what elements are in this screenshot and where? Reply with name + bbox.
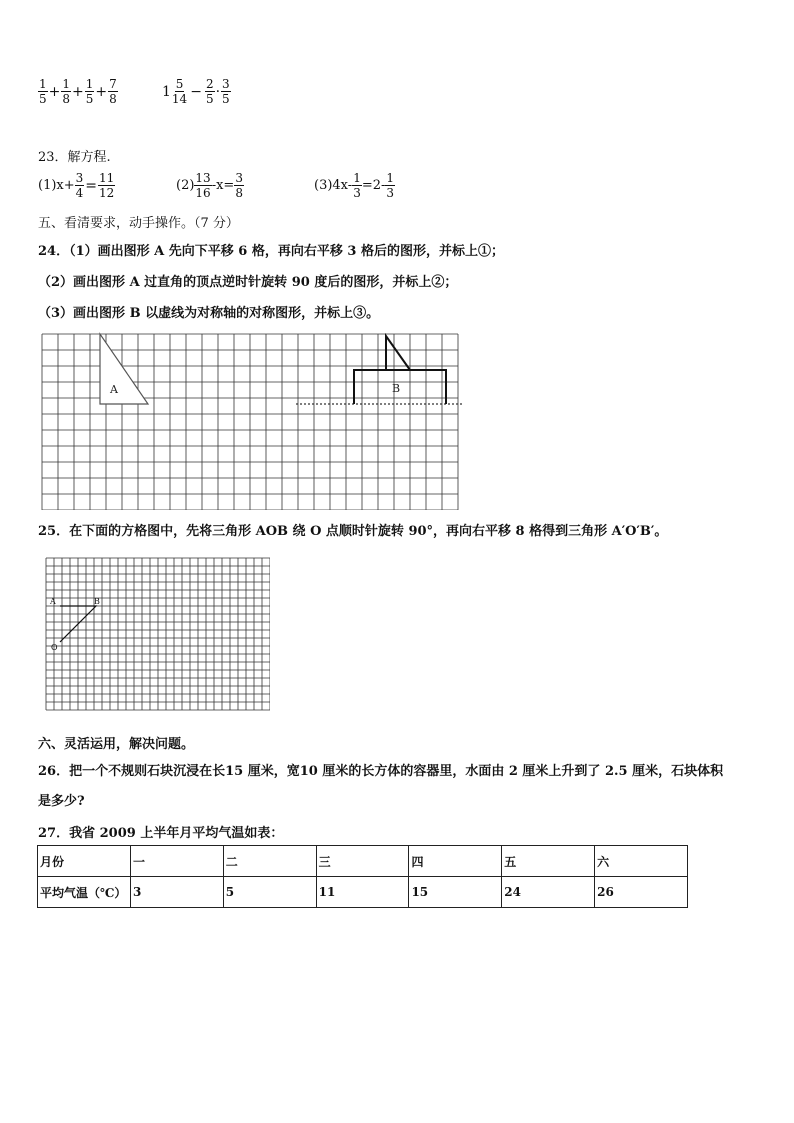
eq-prefix: (1)x+ [38, 178, 75, 193]
section6-title: 六、灵活运用，解决问题。 [38, 737, 195, 752]
q24-line-1: 24．（1）画出图形 A 先向下平移 6 格，再向右平移 3 格后的图形，并标上①； [38, 244, 505, 259]
mixed-whole: 1 [162, 83, 171, 100]
operator: · [215, 83, 221, 100]
temp-cell: 11 [316, 877, 409, 908]
q26-line-1: 26．把一个不规则石块沉浸在长15 厘米，宽10 厘米的长方体的容器里，水面由 2 厘米上升到了 2.5 厘米，石块体积 [38, 764, 724, 779]
month-cell: 五 [502, 846, 595, 877]
equals: = [85, 177, 98, 194]
fraction: $\frac{2}{5}$ [205, 77, 214, 106]
eq-mid: =2- [361, 178, 386, 193]
temperature-table [37, 845, 688, 908]
point-o-label: O [51, 643, 58, 652]
q23-equation-2 [176, 172, 244, 199]
circled-mark-2: ② [431, 275, 445, 290]
month-cell: 一 [130, 846, 223, 877]
fraction: $\frac{3}{8}$ [235, 171, 243, 200]
row-label-cell: 平均气温（℃） [38, 877, 131, 908]
operator: + [72, 83, 84, 100]
q24-grid [40, 332, 466, 510]
temp-cell: 3 [130, 877, 223, 908]
temp-cell: 5 [223, 877, 316, 908]
eq-prefix: (2) [176, 178, 195, 193]
month-cell: 四 [409, 846, 502, 877]
q24-line-3: （3）画出图形 B 以虚线为对称轴的对称图形，并标上③。 [38, 306, 380, 321]
month-cell: 二 [223, 846, 316, 877]
shape-a-triangle [100, 334, 148, 404]
table-row [38, 877, 688, 908]
q23-equation-1 [38, 172, 115, 199]
section5-title: 五、看清要求，动手操作。（7 分） [38, 216, 239, 231]
fraction: $\frac{1}{3}$ [386, 171, 395, 200]
grid-lines [46, 558, 270, 710]
fraction: $\frac{5}{14}$ [171, 77, 188, 106]
q25-grid [44, 556, 270, 714]
q25-text: 25．在下面的方格图中，先将三角形 AOB 绕 O 点顺时针旋转 90°，再向右平移 8 格得到三角形 A′O′B′。 [38, 524, 668, 539]
header-label-cell: 月份 [38, 846, 131, 877]
q22-expression-2 [162, 78, 231, 105]
fraction: $\frac{13}{16}$ [195, 171, 211, 200]
point-a-label: A [50, 597, 56, 606]
q22-expression-1 [38, 78, 118, 105]
fraction: $\frac{1}{3}$ [353, 171, 361, 200]
shape-a-label: A [110, 383, 118, 396]
fraction: $\frac{1}{8}$ [62, 77, 71, 106]
circled-mark-3: ③ [353, 306, 367, 321]
temp-cell: 15 [409, 877, 502, 908]
month-cell: 六 [595, 846, 688, 877]
point-b-label: B [94, 597, 100, 606]
eq-prefix: (3)4x- [314, 178, 353, 193]
shape-b-triangle [386, 336, 410, 370]
fraction: $\frac{3}{4}$ [75, 171, 84, 200]
temp-cell: 24 [502, 877, 595, 908]
operator: − [190, 83, 202, 100]
fraction: $\frac{11}{12}$ [99, 171, 115, 200]
q27-title: 27．我省 2009 上半年月平均气温如表： [38, 826, 284, 841]
table-header-row [38, 846, 688, 877]
q23-title: 23．解方程. [38, 150, 111, 165]
q24-line-2: （2）画出图形 A 过直角的顶点逆时针旋转 90 度后的图形，并标上②； [38, 275, 458, 290]
fraction: $\frac{1}{5}$ [39, 77, 47, 106]
month-cell: 三 [316, 846, 409, 877]
fraction: $\frac{7}{8}$ [109, 77, 117, 106]
fraction: $\frac{1}{5}$ [85, 77, 94, 106]
eq-mid: -x= [211, 178, 235, 193]
operator: + [95, 83, 108, 100]
shape-b-label: B [392, 382, 401, 395]
operator: + [48, 83, 61, 100]
fraction: $\frac{3}{5}$ [222, 77, 230, 106]
q23-equation-3 [314, 172, 395, 199]
temp-cell: 26 [595, 877, 688, 908]
q26-line-2: 是多少? [38, 794, 85, 809]
circled-mark-1: ① [477, 244, 491, 259]
